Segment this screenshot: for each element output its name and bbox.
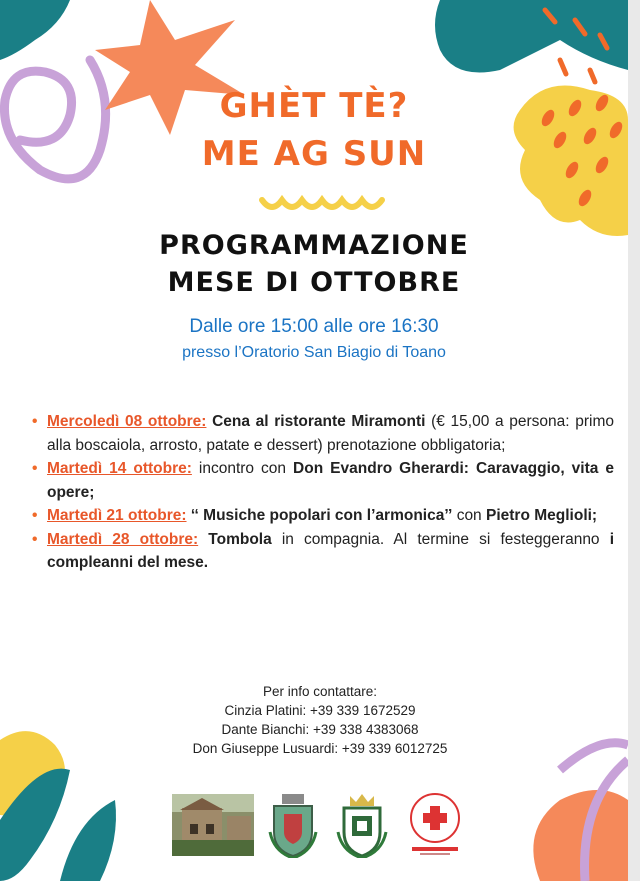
yellow-wave-icon	[262, 200, 382, 207]
event-date: Martedì 14 ottobre:	[47, 460, 192, 477]
event-details: in compagnia. Al termine si festeggeranno	[281, 530, 600, 548]
hours-text: Dalle ore 15:00 alle ore 16:30	[189, 316, 439, 337]
event-details: (€ 15,00 a persona: primo alla boscaiola, arrosto, patate e dessert) prenotazione obbligatoria;	[47, 413, 614, 454]
bullet-icon: •	[32, 507, 38, 524]
page-edge	[628, 0, 640, 881]
event-details: incontro con	[198, 460, 287, 477]
bullet-icon: •	[32, 413, 38, 430]
headline-line-2: ME AG SUN	[201, 134, 427, 174]
event-date: Martedì 28 ottobre:	[47, 530, 199, 548]
teal-blob-top-left	[0, 0, 70, 60]
red-cross-logo-icon	[404, 792, 466, 858]
event-guest: Pietro Meglioli;	[486, 507, 598, 524]
logos-row	[0, 790, 628, 860]
contact-line: Dante Bianchi: +39 338 4383068	[221, 722, 419, 737]
contacts-block	[150, 682, 490, 758]
event-title: Tombola	[208, 530, 272, 548]
contact-line: Cinzia Platini: +39 339 1672529	[224, 703, 416, 718]
program-title-line-2: MESE DI OTTOBRE	[167, 267, 461, 298]
event-details: con	[456, 507, 482, 524]
oratorio-photo-image	[172, 794, 254, 856]
event-highlight: i compleanni del mese.	[47, 530, 614, 571]
event-title: ‘‘ Musiche popolari con l’armonica’’	[190, 507, 453, 524]
bullet-icon: •	[32, 460, 38, 477]
parish-crest-icon	[336, 792, 388, 858]
event-title: Don Evandro Gherardi: Caravaggio, vita e opere;	[47, 460, 614, 501]
event-item	[32, 457, 614, 504]
headline-line-1: GHÈT TÈ?	[219, 86, 409, 126]
events-list	[32, 410, 614, 575]
bullet-icon: •	[32, 530, 38, 548]
event-title: Cena al ristorante Miramonti	[212, 413, 426, 430]
event-item	[32, 504, 614, 528]
event-item	[32, 528, 614, 575]
contact-line: Don Giuseppe Lusuardi: +39 339 6012725	[192, 741, 448, 756]
location-text: presso l’Oratorio San Biagio di Toano	[182, 344, 446, 361]
program-title-line-1: PROGRAMMAZIONE	[159, 230, 469, 261]
contacts-heading: Per info contattare:	[262, 684, 378, 699]
event-item	[32, 410, 614, 457]
municipal-crest-icon	[268, 792, 318, 858]
event-date: Mercoledì 08 ottobre:	[47, 413, 207, 430]
event-date: Martedì 21 ottobre:	[47, 507, 187, 524]
